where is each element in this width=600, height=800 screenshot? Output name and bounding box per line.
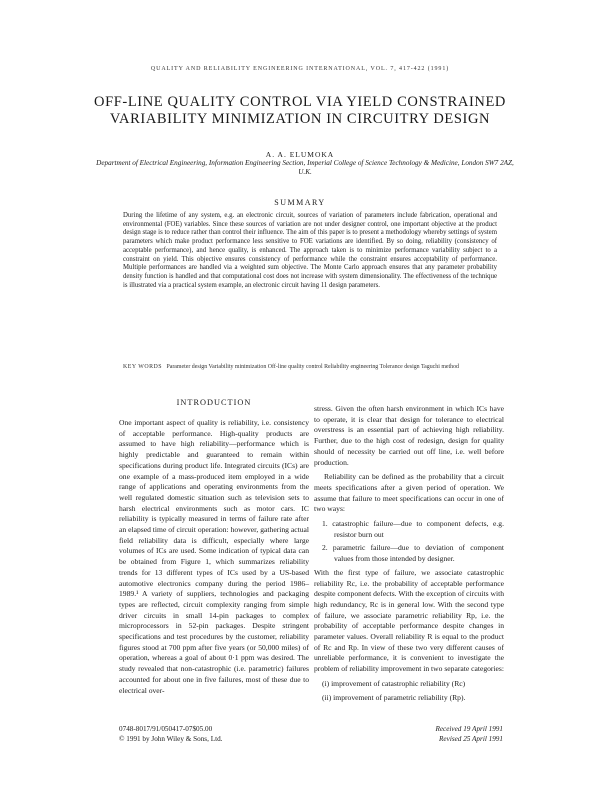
introduction-heading: INTRODUCTION [176, 398, 252, 407]
keywords [123, 363, 497, 372]
right-paragraph-3: With the first type of failure, we associate catastrophic reliability Rc, i.e. the probability of acceptable performance despite component defects. With the exception of circuits with high redundancy, Rc is in general low. With the second type of failure, we associate parametric reliability Rp, i.e. the probability of acceptable performance despite changes in parameter values. Overall reliability R is equal to the product of Rc and Rp. In view of these two very different causes of unreliable performance, it is convenient to investigate the problem of reliability improvement in two separate categories: [314, 567, 504, 674]
summary-heading: SUMMARY [274, 198, 326, 207]
left-column [119, 398, 309, 696]
summary-text: During the lifetime of any system, e.g. an electronic circuit, sources of variation of parameters include fabrication, operational and environmental (FOE) variables. Since these sources of variation are not under designer control, one important objective at the product design stage is to reduce rather than control their influence. The aim of this paper is to present a methodology whereby settings of system parameters which make product performance less sensitive to FOE variations are identified. By so doing, reliability (consistency of acceptable performance), and hence quality, is enhanced. The approach taken is to minimize performance variability subject to a constraint on yield. This objective ensures consistency of performance while the constraint ensures acceptability of performance. Multiple performances are handled via a weighted sum objective. The Monte Carlo approach ensures that any parameter probability density function is handled and that computational cost does not increase with system dimensionality. The effectiveness of the technique is illustrated via a practical system example, an electronic circuit having 11 design parameters. [123, 212, 497, 289]
footer-right [350, 724, 503, 744]
author: A. A. ELUMOKA [265, 150, 335, 159]
footer-copyright: © 1991 by John Wiley & Sons, Ltd. [119, 735, 223, 743]
footer-code: 0748-8017/91/050417-07$05.00 [119, 725, 213, 733]
right-column [314, 404, 504, 706]
list-item: 1. catastrophic failure—due to component defects, e.g. resistor burn out [322, 519, 504, 539]
received-date: Received 19 April 1991 [435, 725, 503, 733]
paper-title: OFF-LINE QUALITY CONTROL VIA YIELD CONSTRAINED VARIABILITY MINIMIZATION IN CIRCUITRY DESIGN [94, 94, 506, 127]
right-paragraph-2: Reliability can be defined as the probability that a circuit meets specifications after a given period of operation. We assume that failure to meet specifications can occur in one of two ways: [314, 472, 504, 514]
list-item: (ii) improvement of parametric reliability (Rp). [322, 692, 466, 702]
list-item: (i) improvement of catastrophic reliability (Rc) [322, 678, 466, 688]
keywords-list: Parameter design Variability minimization Off-line quality control Reliability engineering Tolerance design Taguchi method [166, 364, 459, 370]
list-item: 2. parametric failure—due to deviation of component values from those intended by designer. [322, 543, 504, 564]
keywords-label: KEY WORDS [123, 364, 163, 370]
affiliation: Department of Electrical Engineering, Information Engineering Section, Imperial College of Science Technology & Medicine, London SW7 2AZ, U.K. [96, 159, 514, 176]
footer-left [119, 724, 339, 744]
revised-date: Revised 25 April 1991 [439, 735, 503, 743]
running-head: QUALITY AND RELIABILITY ENGINEERING INTERNATIONAL, VOL. 7, 417-422 (1991) [150, 66, 450, 72]
intro-paragraph: One important aspect of quality is reliability, i.e. consistency of acceptable performance. High-quality products are assumed to have high reliability—performance which is highly predictable and guaranteed to remain within specifications during product life. Integrated circuits (ICs) are one example of a mass-produced item employed in a wide range of applications and operating environments from the well regulated domestic situation such as television sets to harsh electrical environments such as motor cars. IC reliability is typically measured in terms of failure rate after an elapsed time of circuit operation: however, gathering actual field reliability data is difficult, especially where large volumes of ICs are used. Some indication of typical data can be obtained from Figure 1, which summarizes reliability trends for 13 different types of ICs used by a US-based automotive electronics company during the period 1986–1989.¹ A variety of suppliers, technologies and packaging types are reflected, circuit complexity ranging from simple driver circuits in small 14-pin packages to complex microprocessors in 52-pin packages. Despite stringent specifications and test procedures by the customer, reliability figures stood at 700 ppm after five years (or 50,000 miles) of operation, whereas a goal of about 0·1 ppm was desired. The study revealed that non-catastrophic (i.e. parametric) failures accounted for about one in five failures, most of these due to electrical over- [119, 418, 309, 695]
right-paragraph-1: stress. Given the often harsh environment in which ICs have to operate, it is clear that design for tolerance to electrical overstress is an essential part of achieving high reliability. Further, due to the high cost of redesign, design for quality should of necessity be carried out off line, i.e. well before production. [314, 404, 504, 467]
